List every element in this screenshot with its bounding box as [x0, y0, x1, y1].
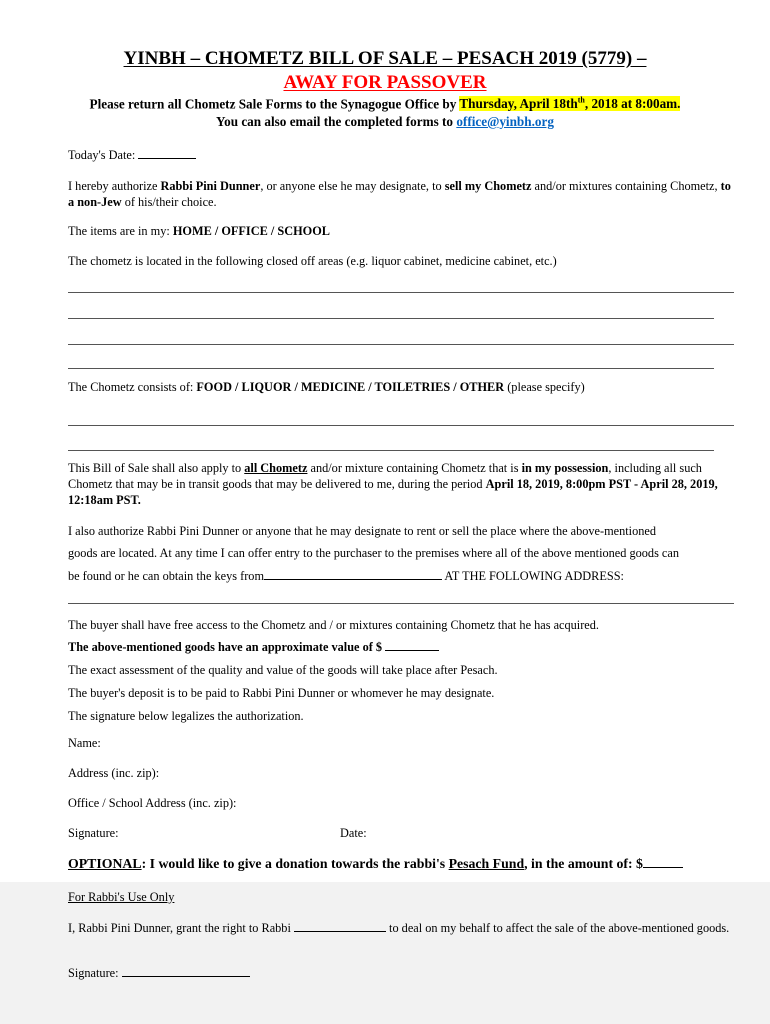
- buyer-access-text: The buyer shall have free access to the Chometz and / or mixtures containing Chometz that he has acquired.: [68, 618, 599, 632]
- legalizes-text: The signature below legalizes the authorization.: [68, 709, 304, 723]
- rabbi-use-heading: For Rabbi's Use Only: [68, 890, 175, 904]
- donation-amount-field[interactable]: [643, 856, 683, 868]
- rabbi-name-field[interactable]: [294, 921, 386, 932]
- consists-line[interactable]: [68, 450, 714, 451]
- deadline-highlight: Thursday, April $18th^{th}$, 2018 at 8:00am.: [459, 96, 681, 112]
- form-title: YINBH – CHOMETZ BILL OF SALE – PESACH 2019 (5779) –: [123, 48, 647, 69]
- approx-value-field[interactable]: [385, 640, 439, 651]
- email-instructions: You can also email the completed forms to office@yinbh.org: [216, 114, 554, 129]
- consists-options[interactable]: FOOD / LIQUOR / MEDICINE / TOILETRIES / OTHER: [196, 380, 505, 394]
- approx-value-row: The above-mentioned goods have an approximate value of $: [68, 640, 439, 655]
- return-instructions: Please return all Chometz Sale Forms to the Synagogue Office by Thursday, April $18th^{th}$, 2018 at 8:00am.: [89, 96, 681, 112]
- rabbi-grant-paragraph: I, Rabbi Pini Dunner, grant the right to Rabbi to deal on my behalf to affect the sale of the above-mentioned goods.: [68, 921, 730, 935]
- consists-line[interactable]: [68, 425, 734, 426]
- form-subtitle: AWAY FOR PASSOVER: [283, 72, 487, 93]
- location-line[interactable]: [68, 318, 714, 319]
- location-line[interactable]: [68, 368, 714, 369]
- bill-of-sale-paragraph: This Bill of Sale shall also apply to all Chometz and/or mixture containing Chometz that is in my possession, including all such Chometz that may be in transit goods that may be delivered to me, during the period April 18, 2019, 8:00pm PST - April 28, 2019, 12:18am PST.: [68, 461, 718, 507]
- rabbi-signature-field[interactable]: [122, 966, 250, 977]
- keys-holder-field[interactable]: [264, 569, 442, 580]
- authorization-paragraph: I hereby authorize Rabbi Pini Dunner, or anyone else he may designate, to sell my Chometz and/or mixtures containing Chometz, to a non-Jew of his/their choice.: [68, 179, 731, 209]
- location-line[interactable]: [68, 344, 734, 345]
- location-line[interactable]: [68, 292, 734, 293]
- deposit-text: The buyer's deposit is to be paid to Rabbi Pini Dunner or whomever he may designate.: [68, 686, 495, 700]
- todays-date-field[interactable]: [138, 148, 196, 159]
- items-location-row: The items are in my: HOME / OFFICE / SCHOOL: [68, 224, 330, 238]
- name-field-label: Name:: [68, 736, 101, 750]
- todays-date-row: Today's Date:: [68, 148, 196, 163]
- items-options[interactable]: HOME / OFFICE / SCHOOL: [172, 224, 330, 238]
- optional-donation-row: OPTIONAL: I would like to give a donation towards the rabbi's Pesach Fund, in the amount of: $: [68, 856, 683, 872]
- rent-line-1: I also authorize Rabbi Pini Dunner or anyone that he may designate to rent or sell the place where the above-mentioned: [68, 524, 657, 538]
- date-field-label: Date:: [340, 826, 367, 840]
- assessment-text: The exact assessment of the quality and value of the goods will take place after Pesach.: [68, 663, 498, 677]
- rent-line-2: goods are located. At any time I can offer entry to the purchaser to the premises where all of the above mentioned goods can: [68, 546, 679, 560]
- address-line[interactable]: [68, 603, 734, 604]
- chometz-consists-row: The Chometz consists of: FOOD / LIQUOR / MEDICINE / TOILETRIES / OTHER (please specify): [68, 380, 585, 394]
- rent-line-3: be found or he can obtain the keys from AT THE FOLLOWING ADDRESS:: [68, 569, 624, 583]
- rabbi-signature-row: Signature:: [68, 966, 250, 981]
- office-address-field-label: Office / School Address (inc. zip):: [68, 796, 237, 810]
- chometz-location-label: The chometz is located in the following closed off areas (e.g. liquor cabinet, medicine cabinet, etc.): [68, 254, 557, 268]
- address-field-label: Address (inc. zip):: [68, 766, 160, 780]
- signature-field-label: Signature:: [68, 826, 119, 840]
- email-link[interactable]: office@yinbh.org: [456, 114, 554, 129]
